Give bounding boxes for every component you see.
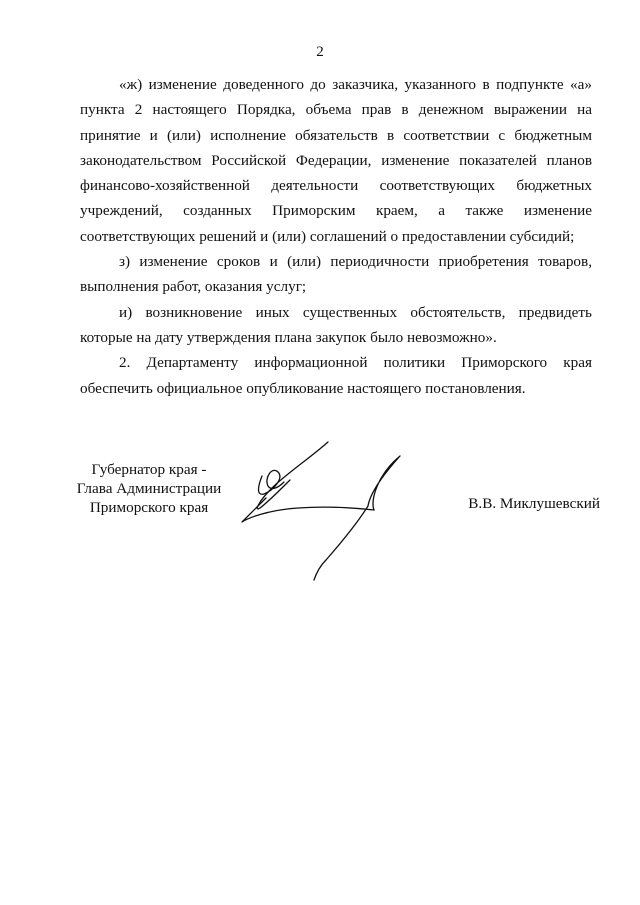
document-body: [80, 72, 592, 401]
paragraph-z: з) изменение сроков и (или) периодичности приобретения товаров, выполнения работ, оказания услуг;: [80, 253, 592, 296]
signatory-title-line: Глава Администрации: [76, 480, 222, 497]
paragraph-zh: «ж) изменение доведенного до заказчика, указанного в подпункте «а» пункта 2 настоящего Порядка, объема прав в денежном выражении на принятие и (или) исполнение обязательств в соответствии с бюджетным законодательством Российской Федерации, изменение показателей планов финансово-хозяйственной деятельности соответствующих бюджетных учреждений, созданных Приморским краем, а также изменение соответствующих решений и (или) соглашений о предоставлении субсидий;: [80, 76, 592, 245]
signatory-title-line: Губернатор края -: [91, 461, 207, 478]
signatory-title: [64, 460, 234, 517]
paragraph-2: 2. Департаменту информационной политики Приморского края обеспечить официальное опубликование настоящего постановления.: [80, 354, 592, 397]
paragraph-i: и) возникновение иных существенных обстоятельств, предвидеть которые на дату утверждения плана закупок было невозможно».: [80, 303, 592, 346]
handwritten-signature: [228, 436, 418, 586]
signatory-title-line: Приморского края: [89, 499, 209, 516]
page-number: 2: [316, 44, 324, 60]
signatory-name: В.В. Миклушевский: [468, 495, 600, 512]
